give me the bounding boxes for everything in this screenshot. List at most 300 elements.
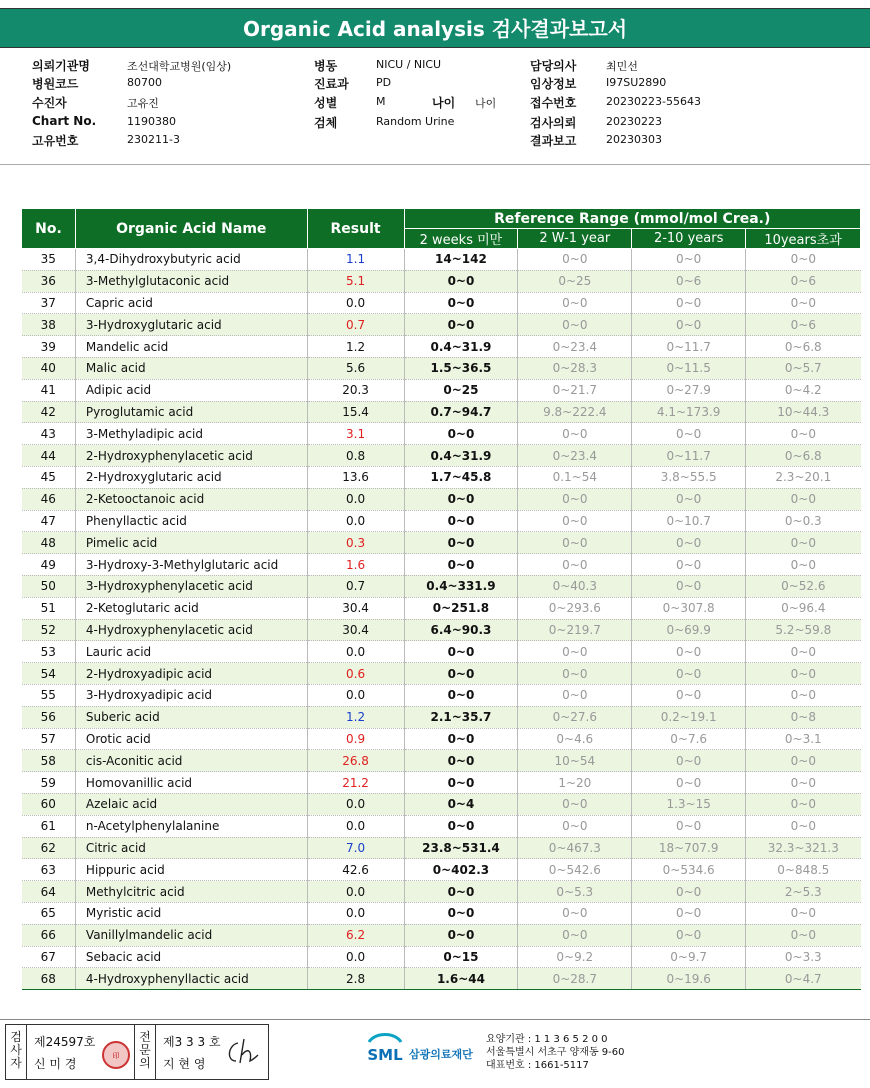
acid-name: 2-Hydroxyphenylacetic acid xyxy=(75,445,307,467)
ref-range-2weeks: 0.4~31.9 xyxy=(404,336,518,358)
ref-range-10y-over: 0~0.3 xyxy=(746,510,861,532)
ref-range-2w-1y: 0~0 xyxy=(518,488,632,510)
acid-name: 3-Hydroxyadipic acid xyxy=(75,684,307,706)
header-value: I97SU2890 xyxy=(606,76,667,89)
header-label: 병동 xyxy=(314,59,338,73)
ref-range-2w-1y: 0~4.6 xyxy=(518,728,632,750)
ref-range-2w-1y: 0~0 xyxy=(518,684,632,706)
table-row xyxy=(22,292,861,314)
ref-range-2weeks: 0~251.8 xyxy=(404,597,518,619)
table-row xyxy=(22,357,861,379)
acid-name: 3-Hydroxyglutaric acid xyxy=(75,314,307,336)
ref-range-2-10y: 3.8~55.5 xyxy=(632,466,746,488)
ref-range-2-10y: 0~6 xyxy=(632,270,746,292)
result-value: 0.0 xyxy=(307,488,404,510)
header-value: 20230223 xyxy=(606,115,662,128)
acid-name: 2-Ketoglutaric acid xyxy=(75,597,307,619)
ref-range-10y-over: 0~0 xyxy=(746,793,861,815)
ref-range-2weeks: 2.1~35.7 xyxy=(404,706,518,728)
org-info xyxy=(486,1033,625,1072)
header-divider xyxy=(0,164,870,165)
ref-range-10y-over: 0~0 xyxy=(746,554,861,576)
table-row xyxy=(22,902,861,924)
header-value: 최민선 xyxy=(606,60,638,73)
ref-range-10y-over: 0~6.8 xyxy=(746,445,861,467)
ref-range-2weeks: 0~0 xyxy=(404,772,518,794)
table-row xyxy=(22,445,861,467)
acid-name: 3-Hydroxy-3-Methylglutaric acid xyxy=(75,554,307,576)
ref-range-2-10y: 0~0 xyxy=(632,314,746,336)
ref-range-2weeks: 0~0 xyxy=(404,924,518,946)
header-label: 결과보고 xyxy=(530,134,577,148)
row-number: 39 xyxy=(22,336,76,358)
ref-range-2-10y: 0~69.9 xyxy=(632,619,746,641)
ref-range-2w-1y: 0~0 xyxy=(518,924,632,946)
table-row xyxy=(22,575,861,597)
ref-range-10y-over: 0~0 xyxy=(746,815,861,837)
reviewer-name: 지 현 영 xyxy=(163,1057,206,1071)
header-value: 고유진 xyxy=(127,97,159,110)
acid-name: 2-Ketooctanoic acid xyxy=(75,488,307,510)
acid-name: Homovanillic acid xyxy=(75,772,307,794)
examiner-id: 제24597호 xyxy=(34,1035,96,1049)
ref-range-2-10y: 4.1~173.9 xyxy=(632,401,746,423)
acid-name: Capric acid xyxy=(75,292,307,314)
table-row xyxy=(22,706,861,728)
svg-text:印: 印 xyxy=(112,1052,120,1060)
ref-range-2-10y: 0~0 xyxy=(632,924,746,946)
ref-range-2w-1y: 0~0 xyxy=(518,423,632,445)
acid-name: Vanillylmandelic acid xyxy=(75,924,307,946)
ref-range-10y-over: 0~4.7 xyxy=(746,968,861,990)
row-number: 45 xyxy=(22,466,76,488)
ref-range-2w-1y: 0~0 xyxy=(518,510,632,532)
ref-range-2w-1y: 0~0 xyxy=(518,532,632,554)
ref-range-2w-1y: 0~28.7 xyxy=(518,968,632,990)
col-header-reference-range: Reference Range (mmol/mol Crea.) xyxy=(404,209,861,229)
header-label: 의뢰기관명 xyxy=(32,59,90,73)
ref-range-2weeks: 0~0 xyxy=(404,750,518,772)
ref-range-2-10y: 0~0 xyxy=(632,772,746,794)
ref-range-10y-over: 0~0 xyxy=(746,772,861,794)
ref-range-2-10y: 0~0 xyxy=(632,881,746,903)
row-number: 44 xyxy=(22,445,76,467)
ref-range-10y-over: 0~848.5 xyxy=(746,859,861,881)
acid-name: n-Acetylphenylalanine xyxy=(75,815,307,837)
table-row xyxy=(22,554,861,576)
ref-range-2w-1y: 10~54 xyxy=(518,750,632,772)
result-value: 1.2 xyxy=(307,706,404,728)
ref-range-2w-1y: 0~21.7 xyxy=(518,379,632,401)
header-label: 수진자 xyxy=(32,96,67,110)
ref-range-2weeks: 0~0 xyxy=(404,532,518,554)
ref-range-2weeks: 0~402.3 xyxy=(404,859,518,881)
ref-range-2w-1y: 0~0 xyxy=(518,793,632,815)
acid-name: 4-Hydroxyphenyllactic acid xyxy=(75,968,307,990)
table-row xyxy=(22,488,861,510)
ref-range-2weeks: 0~0 xyxy=(404,881,518,903)
ref-range-10y-over: 0~6.8 xyxy=(746,336,861,358)
table-row xyxy=(22,793,861,815)
result-value: 30.4 xyxy=(307,597,404,619)
ref-range-2-10y: 18~707.9 xyxy=(632,837,746,859)
header-value: M xyxy=(376,95,386,108)
table-row xyxy=(22,532,861,554)
result-value: 20.3 xyxy=(307,379,404,401)
ref-range-10y-over: 0~8 xyxy=(746,706,861,728)
footer-divider xyxy=(0,1019,870,1020)
ref-range-2-10y: 0~0 xyxy=(632,554,746,576)
ref-range-2weeks: 0~0 xyxy=(404,641,518,663)
ref-range-10y-over: 0~0 xyxy=(746,924,861,946)
acid-name: 2-Hydroxyglutaric acid xyxy=(75,466,307,488)
ref-range-2w-1y: 0~0 xyxy=(518,249,632,271)
org-name: 삼광의료재단 xyxy=(409,1048,473,1061)
header-value: NICU / NICU xyxy=(376,58,442,71)
reviewer-label xyxy=(134,1025,156,1079)
ref-range-10y-over: 0~52.6 xyxy=(746,575,861,597)
ref-range-2weeks: 0.4~331.9 xyxy=(404,575,518,597)
examiner-label-char: 검 xyxy=(10,1030,22,1044)
result-value: 7.0 xyxy=(307,837,404,859)
acid-name: Lauric acid xyxy=(75,641,307,663)
organic-acid-results-table xyxy=(21,208,861,990)
result-value: 1.6 xyxy=(307,554,404,576)
ref-range-2w-1y: 0.1~54 xyxy=(518,466,632,488)
row-number: 58 xyxy=(22,750,76,772)
table-row xyxy=(22,837,861,859)
ref-range-2w-1y: 0~27.6 xyxy=(518,706,632,728)
acid-name: 3-Methylglutaconic acid xyxy=(75,270,307,292)
header-value: 20230303 xyxy=(606,133,662,146)
ref-range-10y-over: 0~0 xyxy=(746,532,861,554)
row-number: 49 xyxy=(22,554,76,576)
header-label: 담당의사 xyxy=(530,59,577,73)
reviewer-id: 제3 3 3 호 xyxy=(163,1035,221,1049)
table-row xyxy=(22,466,861,488)
table-row xyxy=(22,946,861,968)
ref-range-2weeks: 23.8~531.4 xyxy=(404,837,518,859)
ref-range-2w-1y: 0~219.7 xyxy=(518,619,632,641)
row-number: 62 xyxy=(22,837,76,859)
header-label: 진료과 xyxy=(314,77,349,91)
acid-name: 3,4-Dihydroxybutyric acid xyxy=(75,249,307,271)
ref-range-2-10y: 0~0 xyxy=(632,532,746,554)
examiner-label-char: 사 xyxy=(10,1043,22,1057)
result-value: 5.1 xyxy=(307,270,404,292)
ref-range-2-10y: 0~0 xyxy=(632,641,746,663)
ref-range-10y-over: 0~0 xyxy=(746,249,861,271)
report-title: Organic Acid analysis 검사결과보고서 xyxy=(242,17,628,41)
result-value: 0.9 xyxy=(307,728,404,750)
ref-range-2w-1y: 0~0 xyxy=(518,902,632,924)
result-value: 0.0 xyxy=(307,881,404,903)
examiner-label xyxy=(6,1025,27,1079)
ref-range-2weeks: 0~0 xyxy=(404,815,518,837)
row-number: 52 xyxy=(22,619,76,641)
ref-range-2-10y: 0~11.7 xyxy=(632,336,746,358)
ref-range-2w-1y: 0~9.2 xyxy=(518,946,632,968)
acid-name: 2-Hydroxyadipic acid xyxy=(75,663,307,685)
row-number: 68 xyxy=(22,968,76,990)
acid-name: 4-Hydroxyphenylacetic acid xyxy=(75,619,307,641)
row-number: 42 xyxy=(22,401,76,423)
row-number: 51 xyxy=(22,597,76,619)
col-header-ref-10y-over: 10years초과 xyxy=(746,229,861,249)
ref-range-10y-over: 2~5.3 xyxy=(746,881,861,903)
ref-range-2w-1y: 0~0 xyxy=(518,314,632,336)
ref-range-2w-1y: 0~0 xyxy=(518,641,632,663)
row-number: 57 xyxy=(22,728,76,750)
acid-name: Malic acid xyxy=(75,357,307,379)
row-number: 37 xyxy=(22,292,76,314)
row-number: 65 xyxy=(22,902,76,924)
examiner-name: 신 미 경 xyxy=(34,1057,77,1071)
acid-name: 3-Methyladipic acid xyxy=(75,423,307,445)
ref-range-2w-1y: 0~542.6 xyxy=(518,859,632,881)
header-label: 검체 xyxy=(314,116,338,130)
row-number: 36 xyxy=(22,270,76,292)
ref-range-2w-1y: 0~25 xyxy=(518,270,632,292)
ref-range-2-10y: 0~0 xyxy=(632,575,746,597)
table-row xyxy=(22,619,861,641)
ref-range-2w-1y: 0~293.6 xyxy=(518,597,632,619)
age-label: 나이 xyxy=(432,96,456,110)
ref-range-10y-over: 0~6 xyxy=(746,270,861,292)
ref-range-10y-over: 0~6 xyxy=(746,314,861,336)
acid-name: Sebacic acid xyxy=(75,946,307,968)
ref-range-2-10y: 0~11.5 xyxy=(632,357,746,379)
col-header-no: No. xyxy=(22,209,76,249)
reviewer-label-char: 문 xyxy=(139,1043,151,1057)
result-value: 0.3 xyxy=(307,532,404,554)
result-value: 30.4 xyxy=(307,619,404,641)
result-value: 0.0 xyxy=(307,684,404,706)
ref-range-2-10y: 0~534.6 xyxy=(632,859,746,881)
ref-range-2weeks: 0~0 xyxy=(404,423,518,445)
table-row xyxy=(22,423,861,445)
ref-range-2-10y: 0~9.7 xyxy=(632,946,746,968)
ref-range-2weeks: 0~4 xyxy=(404,793,518,815)
result-value: 26.8 xyxy=(307,750,404,772)
table-row xyxy=(22,859,861,881)
table-row xyxy=(22,968,861,990)
org-info-line: 대표번호 : 1661-5117 xyxy=(486,1060,589,1071)
header-value: 230211-3 xyxy=(127,133,180,146)
ref-range-10y-over: 0~0 xyxy=(746,488,861,510)
row-number: 47 xyxy=(22,510,76,532)
result-value: 0.0 xyxy=(307,815,404,837)
header-value: PD xyxy=(376,76,392,89)
col-header-ref-2weeks: 2 weeks 미만 xyxy=(404,229,518,249)
ref-range-2w-1y: 0~40.3 xyxy=(518,575,632,597)
row-number: 53 xyxy=(22,641,76,663)
ref-range-2-10y: 0~19.6 xyxy=(632,968,746,990)
ref-range-2weeks: 0.7~94.7 xyxy=(404,401,518,423)
ref-range-2weeks: 0~0 xyxy=(404,314,518,336)
ref-range-2weeks: 0~0 xyxy=(404,663,518,685)
header-value: 80700 xyxy=(127,76,162,89)
ref-range-2weeks: 0~15 xyxy=(404,946,518,968)
ref-range-2-10y: 0~27.9 xyxy=(632,379,746,401)
acid-name: Methylcitric acid xyxy=(75,881,307,903)
ref-range-10y-over: 0~5.7 xyxy=(746,357,861,379)
ref-range-2-10y: 0.2~19.1 xyxy=(632,706,746,728)
acid-name: Suberic acid xyxy=(75,706,307,728)
acid-name: Adipic acid xyxy=(75,379,307,401)
ref-range-2w-1y: 0~0 xyxy=(518,554,632,576)
ref-range-2w-1y: 9.8~222.4 xyxy=(518,401,632,423)
acid-name: Pyroglutamic acid xyxy=(75,401,307,423)
header-label: 고유번호 xyxy=(32,134,79,148)
examiner-label-char: 자 xyxy=(10,1056,22,1070)
ref-range-2weeks: 1.7~45.8 xyxy=(404,466,518,488)
acid-name: Myristic acid xyxy=(75,902,307,924)
table-row xyxy=(22,336,861,358)
result-value: 1.2 xyxy=(307,336,404,358)
ref-range-2weeks: 0.4~31.9 xyxy=(404,445,518,467)
ref-range-2w-1y: 0~23.4 xyxy=(518,445,632,467)
row-number: 48 xyxy=(22,532,76,554)
acid-name: Orotic acid xyxy=(75,728,307,750)
table-row xyxy=(22,249,861,271)
row-number: 61 xyxy=(22,815,76,837)
ref-range-2w-1y: 0~5.3 xyxy=(518,881,632,903)
ref-range-10y-over: 0~0 xyxy=(746,902,861,924)
ref-range-2weeks: 0~25 xyxy=(404,379,518,401)
header-label: 접수번호 xyxy=(530,96,577,110)
row-number: 59 xyxy=(22,772,76,794)
result-value: 0.7 xyxy=(307,314,404,336)
ref-range-2-10y: 1.3~15 xyxy=(632,793,746,815)
table-row xyxy=(22,401,861,423)
result-value: 0.0 xyxy=(307,946,404,968)
ref-range-2w-1y: 0~28.3 xyxy=(518,357,632,379)
result-value: 21.2 xyxy=(307,772,404,794)
result-value: 3.1 xyxy=(307,423,404,445)
reviewer-label-char: 의 xyxy=(139,1056,151,1070)
age-value: 나이 xyxy=(475,97,497,110)
table-row xyxy=(22,772,861,794)
ref-range-10y-over: 0~0 xyxy=(746,663,861,685)
result-value: 5.6 xyxy=(307,357,404,379)
ref-range-2weeks: 14~142 xyxy=(404,249,518,271)
table-row xyxy=(22,728,861,750)
org-info-line: 서울특별시 서초구 양재동 9-60 xyxy=(486,1047,625,1058)
ref-range-2-10y: 0~10.7 xyxy=(632,510,746,532)
ref-range-10y-over: 10~44.3 xyxy=(746,401,861,423)
ref-range-2weeks: 0~0 xyxy=(404,292,518,314)
ref-range-2w-1y: 0~0 xyxy=(518,663,632,685)
ref-range-2w-1y: 0~23.4 xyxy=(518,336,632,358)
table-row xyxy=(22,597,861,619)
row-number: 66 xyxy=(22,924,76,946)
ref-range-2-10y: 0~307.8 xyxy=(632,597,746,619)
result-value: 0.0 xyxy=(307,292,404,314)
ref-range-2-10y: 0~0 xyxy=(632,423,746,445)
ref-range-2w-1y: 0~0 xyxy=(518,292,632,314)
table-row xyxy=(22,314,861,336)
ref-range-2weeks: 0~0 xyxy=(404,554,518,576)
ref-range-2-10y: 0~0 xyxy=(632,815,746,837)
ref-range-2-10y: 0~0 xyxy=(632,902,746,924)
result-value: 13.6 xyxy=(307,466,404,488)
ref-range-10y-over: 0~96.4 xyxy=(746,597,861,619)
ref-range-2weeks: 0~0 xyxy=(404,488,518,510)
ref-range-2weeks: 0~0 xyxy=(404,684,518,706)
svg-text:SML: SML xyxy=(367,1046,403,1064)
result-value: 2.8 xyxy=(307,968,404,990)
acid-name: Phenyllactic acid xyxy=(75,510,307,532)
ref-range-10y-over: 0~3.3 xyxy=(746,946,861,968)
row-number: 54 xyxy=(22,663,76,685)
header-value: 20230223-55643 xyxy=(606,95,701,108)
ref-range-2-10y: 0~0 xyxy=(632,488,746,510)
acid-name: Mandelic acid xyxy=(75,336,307,358)
result-value: 42.6 xyxy=(307,859,404,881)
examiner-seal-icon xyxy=(102,1041,130,1069)
header-label: 성별 xyxy=(314,96,338,110)
results-body xyxy=(22,249,861,990)
ref-range-10y-over: 0~0 xyxy=(746,684,861,706)
ref-range-2-10y: 0~0 xyxy=(632,663,746,685)
row-number: 67 xyxy=(22,946,76,968)
ref-range-10y-over: 0~0 xyxy=(746,292,861,314)
header-label: 임상정보 xyxy=(530,77,577,91)
table-row xyxy=(22,924,861,946)
reviewer-signature-icon xyxy=(224,1037,260,1067)
ref-range-2weeks: 1.5~36.5 xyxy=(404,357,518,379)
header-label: Chart No. xyxy=(32,114,97,128)
row-number: 60 xyxy=(22,793,76,815)
result-value: 0.0 xyxy=(307,510,404,532)
ref-range-2weeks: 6.4~90.3 xyxy=(404,619,518,641)
row-number: 55 xyxy=(22,684,76,706)
result-value: 6.2 xyxy=(307,924,404,946)
ref-range-10y-over: 0~0 xyxy=(746,641,861,663)
table-row xyxy=(22,684,861,706)
result-value: 0.8 xyxy=(307,445,404,467)
ref-range-2weeks: 1.6~44 xyxy=(404,968,518,990)
row-number: 46 xyxy=(22,488,76,510)
ref-range-2-10y: 0~0 xyxy=(632,292,746,314)
ref-range-2-10y: 0~0 xyxy=(632,684,746,706)
table-row xyxy=(22,510,861,532)
result-value: 15.4 xyxy=(307,401,404,423)
acid-name: Pimelic acid xyxy=(75,532,307,554)
sml-logo-icon xyxy=(365,1030,405,1064)
result-value: 0.7 xyxy=(307,575,404,597)
row-number: 41 xyxy=(22,379,76,401)
row-number: 63 xyxy=(22,859,76,881)
reviewer-label-char: 전 xyxy=(139,1030,151,1044)
header-value: 1190380 xyxy=(127,115,176,128)
row-number: 40 xyxy=(22,357,76,379)
row-number: 64 xyxy=(22,881,76,903)
table-row xyxy=(22,881,861,903)
header-label: 병원코드 xyxy=(32,77,79,91)
ref-range-2w-1y: 1~20 xyxy=(518,772,632,794)
ref-range-2-10y: 0~11.7 xyxy=(632,445,746,467)
col-header-result: Result xyxy=(307,209,404,249)
table-row xyxy=(22,750,861,772)
row-number: 35 xyxy=(22,249,76,271)
result-value: 0.0 xyxy=(307,793,404,815)
ref-range-10y-over: 32.3~321.3 xyxy=(746,837,861,859)
ref-range-10y-over: 0~4.2 xyxy=(746,379,861,401)
table-row xyxy=(22,270,861,292)
table-row xyxy=(22,641,861,663)
